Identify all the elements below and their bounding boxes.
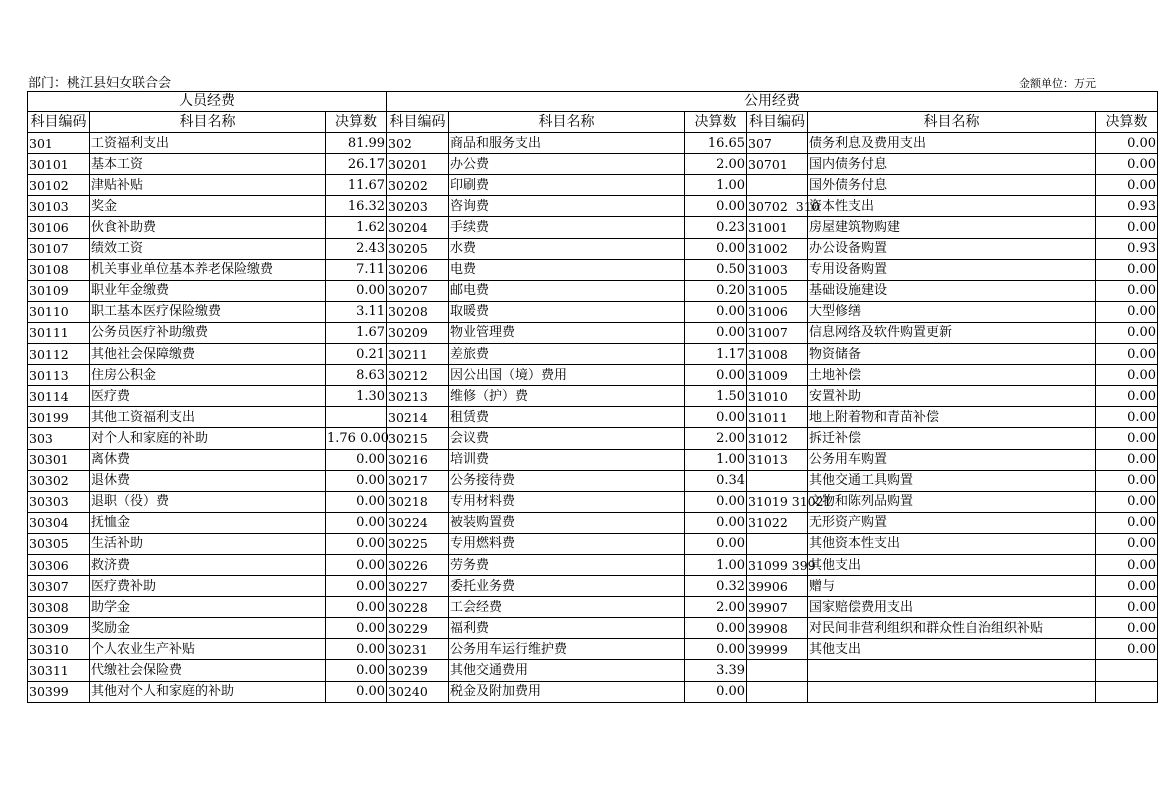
name-cell: 代缴社会保险费 (90, 660, 326, 681)
code-cell: 31002 (747, 238, 808, 259)
amount-cell: 26.17 (326, 154, 387, 175)
name-cell: 其他工资福利支出 (90, 407, 326, 428)
amount-cell: 0.00 (1096, 133, 1158, 154)
name-header: 科目名称 (449, 112, 685, 133)
table-row (28, 639, 1158, 660)
name-cell: 水费 (449, 238, 685, 259)
name-cell: 租赁费 (449, 407, 685, 428)
code-cell: 31001 (747, 217, 808, 238)
name-cell: 机关事业单位基本养老保险缴费 (90, 259, 326, 280)
amount-cell: 0.00 (685, 301, 747, 322)
table-body (28, 92, 1158, 703)
code-cell: 30207 (387, 280, 449, 301)
code-cell: 30306 (28, 554, 90, 575)
amount-cell: 0.34 (685, 470, 747, 491)
name-cell: 其他资本性支出 (808, 533, 1096, 554)
table-row (28, 238, 1158, 259)
amount-cell: 2.00 (685, 428, 747, 449)
table-row (28, 618, 1158, 639)
amount-cell: 0.00 (685, 639, 747, 660)
code-cell: 30227 (387, 576, 449, 597)
name-cell: 工资福利支出 (90, 133, 326, 154)
code-cell: 31008 (747, 344, 808, 365)
name-cell: 税金及附加费用 (449, 681, 685, 702)
code-cell: 30308 (28, 597, 90, 618)
amount-cell: 0.00 (1096, 322, 1158, 343)
code-cell: 31022 (747, 512, 808, 533)
name-cell: 信息网络及软件购置更新 (808, 322, 1096, 343)
code-cell: 39906 (747, 576, 808, 597)
name-cell: 资本性支出 (808, 196, 1096, 217)
code-cell: 30205 (387, 238, 449, 259)
name-cell: 医疗费 (90, 386, 326, 407)
name-cell (808, 660, 1096, 681)
amount-cell: 1.00 (685, 449, 747, 470)
name-cell: 奖金 (90, 196, 326, 217)
amount-cell: 0.00 (685, 365, 747, 386)
name-cell: 委托业务费 (449, 576, 685, 597)
table-row (28, 386, 1158, 407)
code-header: 科目编码 (28, 112, 90, 133)
amount-cell: 0.00 (1096, 428, 1158, 449)
table-row (28, 554, 1158, 575)
amount-cell: 0.00 (1096, 365, 1158, 386)
amount-cell: 1.62 (326, 217, 387, 238)
amount-cell: 1.50 (685, 386, 747, 407)
amount-cell: 0.00 (685, 512, 747, 533)
amount-cell: 0.00 (1096, 597, 1158, 618)
code-cell: 30305 (28, 533, 90, 554)
name-cell: 其他支出 (808, 639, 1096, 660)
amount-cell: 0.00 (326, 512, 387, 533)
amount-cell: 0.00 (326, 660, 387, 681)
amount-cell (1096, 660, 1158, 681)
name-cell: 商品和服务支出 (449, 133, 685, 154)
name-cell: 大型修缮 (808, 301, 1096, 322)
amount-cell: 0.50 (685, 259, 747, 280)
name-cell: 培训费 (449, 449, 685, 470)
code-cell (747, 470, 808, 491)
name-cell: 退休费 (90, 470, 326, 491)
code-header: 科目编码 (387, 112, 449, 133)
code-cell: 30111 (28, 322, 90, 343)
amount-cell: 0.00 (326, 576, 387, 597)
code-cell: 31007 (747, 322, 808, 343)
table-row (28, 681, 1158, 702)
table-row (28, 365, 1158, 386)
amount-cell: 0.00 (685, 618, 747, 639)
table-row (28, 217, 1158, 238)
name-cell: 其他对个人和家庭的补助 (90, 681, 326, 702)
name-cell: 职业年金缴费 (90, 280, 326, 301)
name-cell: 国外债务付息 (808, 175, 1096, 196)
name-cell: 电费 (449, 259, 685, 280)
code-cell: 31012 (747, 428, 808, 449)
code-cell: 30199 (28, 407, 90, 428)
name-cell: 维修（护）费 (449, 386, 685, 407)
table-row (28, 449, 1158, 470)
amount-cell: 0.00 (326, 554, 387, 575)
code-cell: 31009 (747, 365, 808, 386)
table-row (28, 407, 1158, 428)
table-row (28, 660, 1158, 681)
amount-cell: 0.00 (685, 196, 747, 217)
amount-cell: 3.39 (685, 660, 747, 681)
name-cell: 伙食补助费 (90, 217, 326, 238)
code-cell: 30310 (28, 639, 90, 660)
name-cell: 劳务费 (449, 554, 685, 575)
name-cell: 退职（役）费 (90, 491, 326, 512)
code-cell: 30301 (28, 449, 90, 470)
code-cell (747, 681, 808, 702)
name-cell: 离休费 (90, 449, 326, 470)
name-cell: 咨询费 (449, 196, 685, 217)
amount-cell: 0.00 (1096, 491, 1158, 512)
amount-cell: 0.00 (326, 618, 387, 639)
amount-cell: 0.00 (1096, 554, 1158, 575)
amount-cell: 16.32 (326, 196, 387, 217)
name-cell: 工会经费 (449, 597, 685, 618)
amount-cell: 0.00 (1096, 386, 1158, 407)
amount-cell: 0.00 (1096, 217, 1158, 238)
code-cell: 30701 (747, 154, 808, 175)
table-row (28, 154, 1158, 175)
name-cell: 安置补助 (808, 386, 1096, 407)
code-cell: 30218 (387, 491, 449, 512)
name-header: 科目名称 (808, 112, 1096, 133)
amount-cell: 0.00 (1096, 344, 1158, 365)
group-header-row (28, 92, 1158, 112)
name-cell: 对个人和家庭的补助 (90, 428, 326, 449)
name-cell: 被装购置费 (449, 512, 685, 533)
name-cell: 抚恤金 (90, 512, 326, 533)
name-cell: 基本工资 (90, 154, 326, 175)
amount-cell: 0.00 (685, 533, 747, 554)
code-cell: 30113 (28, 365, 90, 386)
expenditure-table (27, 91, 1158, 703)
code-cell: 30217 (387, 470, 449, 491)
code-cell: 31010 (747, 386, 808, 407)
amount-cell: 1.00 (685, 175, 747, 196)
amount-cell: 0.00 (685, 407, 747, 428)
code-cell: 30110 (28, 301, 90, 322)
code-cell: 31019 31021 (747, 491, 808, 512)
amount-cell: 0.00 (326, 639, 387, 660)
amount-cell: 1.30 (326, 386, 387, 407)
name-cell: 物资储备 (808, 344, 1096, 365)
amount-header: 决算数 (326, 112, 387, 133)
code-cell: 30204 (387, 217, 449, 238)
amount-cell: 0.00 (1096, 533, 1158, 554)
code-cell (747, 533, 808, 554)
name-cell: 其他支出 (808, 554, 1096, 575)
name-cell: 印刷费 (449, 175, 685, 196)
name-cell: 取暖费 (449, 301, 685, 322)
name-header: 科目名称 (90, 112, 326, 133)
code-cell: 30239 (387, 660, 449, 681)
name-cell (808, 681, 1096, 702)
code-cell: 30102 (28, 175, 90, 196)
name-cell: 专用设备购置 (808, 259, 1096, 280)
amount-cell: 0.93 (1096, 238, 1158, 259)
amount-cell: 0.00 (1096, 618, 1158, 639)
code-cell: 302 (387, 133, 449, 154)
code-cell: 30307 (28, 576, 90, 597)
amount-header: 决算数 (1096, 112, 1158, 133)
amount-cell: 7.11 (326, 259, 387, 280)
amount-cell: 0.00 (326, 470, 387, 491)
code-cell: 31006 (747, 301, 808, 322)
code-cell: 30201 (387, 154, 449, 175)
amount-cell: 81.99 (326, 133, 387, 154)
public-group-header: 公用经费 (387, 92, 1158, 112)
name-cell: 其他交通费用 (449, 660, 685, 681)
name-cell: 差旅费 (449, 344, 685, 365)
amount-cell: 2.00 (685, 597, 747, 618)
code-cell: 30225 (387, 533, 449, 554)
code-cell: 39908 (747, 618, 808, 639)
code-cell: 30702 310 (747, 196, 808, 217)
code-cell: 31013 (747, 449, 808, 470)
amount-cell: 0.00 (326, 681, 387, 702)
amount-cell: 1.17 (685, 344, 747, 365)
name-cell: 基础设施建设 (808, 280, 1096, 301)
code-cell: 39907 (747, 597, 808, 618)
name-cell: 赠与 (808, 576, 1096, 597)
personnel-group-header: 人员经费 (28, 92, 387, 112)
amount-cell: 0.00 (1096, 639, 1158, 660)
code-cell: 30229 (387, 618, 449, 639)
amount-cell: 0.32 (685, 576, 747, 597)
code-cell: 30304 (28, 512, 90, 533)
table-row (28, 280, 1158, 301)
code-cell: 30228 (387, 597, 449, 618)
amount-cell: 2.00 (685, 154, 747, 175)
amount-cell: 0.00 (1096, 449, 1158, 470)
name-cell: 国内债务付息 (808, 154, 1096, 175)
code-cell: 30107 (28, 238, 90, 259)
name-cell: 拆迁补偿 (808, 428, 1096, 449)
name-cell: 专用材料费 (449, 491, 685, 512)
code-cell: 31003 (747, 259, 808, 280)
name-cell: 津贴补贴 (90, 175, 326, 196)
amount-cell: 11.67 (326, 175, 387, 196)
amount-cell: 2.43 (326, 238, 387, 259)
name-cell: 公务员医疗补助缴费 (90, 322, 326, 343)
name-cell: 职工基本医疗保险缴费 (90, 301, 326, 322)
code-cell: 30215 (387, 428, 449, 449)
code-cell: 39999 (747, 639, 808, 660)
code-cell: 31011 (747, 407, 808, 428)
name-cell: 国家赔偿费用支出 (808, 597, 1096, 618)
amount-cell: 8.63 (326, 365, 387, 386)
amount-cell: 0.00 (685, 681, 747, 702)
amount-cell: 0.00 (1096, 280, 1158, 301)
name-cell: 专用燃料费 (449, 533, 685, 554)
name-cell: 对民间非营利组织和群众性自治组织补贴 (808, 618, 1096, 639)
amount-cell: 1.00 (685, 554, 747, 575)
amount-cell: 0.00 (685, 491, 747, 512)
table-row (28, 428, 1158, 449)
code-cell: 30231 (387, 639, 449, 660)
code-cell: 30240 (387, 681, 449, 702)
name-cell: 手续费 (449, 217, 685, 238)
name-cell: 福利费 (449, 618, 685, 639)
name-cell: 其他社会保障缴费 (90, 344, 326, 365)
code-cell: 30216 (387, 449, 449, 470)
department-label: 部门：桃江县妇女联合会 (28, 76, 172, 91)
amount-cell: 0.00 (326, 533, 387, 554)
name-cell: 债务利息及费用支出 (808, 133, 1096, 154)
code-cell: 30224 (387, 512, 449, 533)
amount-cell: 0.00 (326, 280, 387, 301)
name-cell: 生活补助 (90, 533, 326, 554)
code-cell: 30106 (28, 217, 90, 238)
name-cell: 个人农业生产补贴 (90, 639, 326, 660)
table-row (28, 344, 1158, 365)
code-cell: 30211 (387, 344, 449, 365)
name-cell: 救济费 (90, 554, 326, 575)
name-cell: 无形资产购置 (808, 512, 1096, 533)
name-cell: 文物和陈列品购置 (808, 491, 1096, 512)
name-cell: 会议费 (449, 428, 685, 449)
code-cell: 30202 (387, 175, 449, 196)
amount-cell: 0.93 (1096, 196, 1158, 217)
table-row (28, 597, 1158, 618)
code-cell: 303 (28, 428, 90, 449)
amount-cell: 0.00 (1096, 175, 1158, 196)
amount-cell: 0.00 (326, 597, 387, 618)
code-cell: 30213 (387, 386, 449, 407)
table-row (28, 301, 1158, 322)
amount-cell: 0.00 (1096, 576, 1158, 597)
table-row (28, 133, 1158, 154)
amount-cell: 0.00 (1096, 407, 1158, 428)
name-cell: 公务用车运行维护费 (449, 639, 685, 660)
amount-cell: 1.76 0.00 (326, 428, 387, 449)
name-cell: 地上附着物和青苗补偿 (808, 407, 1096, 428)
code-cell: 30311 (28, 660, 90, 681)
amount-cell: 0.00 (685, 322, 747, 343)
name-cell: 房屋建筑物购建 (808, 217, 1096, 238)
amount-cell: 0.00 (326, 449, 387, 470)
amount-cell: 0.20 (685, 280, 747, 301)
code-cell: 307 (747, 133, 808, 154)
code-cell (747, 175, 808, 196)
code-cell: 30109 (28, 280, 90, 301)
code-cell: 301 (28, 133, 90, 154)
name-cell: 公务用车购置 (808, 449, 1096, 470)
code-cell: 31005 (747, 280, 808, 301)
code-cell: 30212 (387, 365, 449, 386)
code-cell: 30114 (28, 386, 90, 407)
table-row (28, 491, 1158, 512)
amount-cell: 0.00 (326, 491, 387, 512)
amount-cell: 0.00 (685, 238, 747, 259)
table-row (28, 259, 1158, 280)
code-header: 科目编码 (747, 112, 808, 133)
table-row (28, 175, 1158, 196)
name-cell: 助学金 (90, 597, 326, 618)
table-row (28, 512, 1158, 533)
table-row (28, 470, 1158, 491)
name-cell: 绩效工资 (90, 238, 326, 259)
code-cell: 30103 (28, 196, 90, 217)
code-cell: 30214 (387, 407, 449, 428)
code-cell: 30206 (387, 259, 449, 280)
code-cell: 30303 (28, 491, 90, 512)
name-cell: 因公出国（境）费用 (449, 365, 685, 386)
code-cell: 30208 (387, 301, 449, 322)
amount-cell: 0.00 (1096, 512, 1158, 533)
amount-cell: 0.21 (326, 344, 387, 365)
amount-cell: 0.23 (685, 217, 747, 238)
table-row (28, 196, 1158, 217)
code-cell: 31099 399 (747, 554, 808, 575)
amount-cell: 16.65 (685, 133, 747, 154)
name-cell: 医疗费补助 (90, 576, 326, 597)
amount-header: 决算数 (685, 112, 747, 133)
code-cell: 30209 (387, 322, 449, 343)
name-cell: 土地补偿 (808, 365, 1096, 386)
amount-cell: 1.67 (326, 322, 387, 343)
name-cell: 奖励金 (90, 618, 326, 639)
code-cell: 30112 (28, 344, 90, 365)
name-cell: 公务接待费 (449, 470, 685, 491)
code-cell: 30399 (28, 681, 90, 702)
name-cell: 住房公积金 (90, 365, 326, 386)
code-cell: 30309 (28, 618, 90, 639)
table-row (28, 533, 1158, 554)
code-cell: 30302 (28, 470, 90, 491)
amount-cell: 0.00 (1096, 259, 1158, 280)
amount-unit-label: 金额单位：万元 (1019, 77, 1096, 90)
code-cell: 30203 (387, 196, 449, 217)
table-row (28, 322, 1158, 343)
amount-cell: 3.11 (326, 301, 387, 322)
amount-cell: 0.00 (1096, 470, 1158, 491)
amount-cell: 0.00 (1096, 154, 1158, 175)
table-row (28, 576, 1158, 597)
name-cell: 其他交通工具购置 (808, 470, 1096, 491)
name-cell: 办公费 (449, 154, 685, 175)
code-cell: 30226 (387, 554, 449, 575)
amount-cell (326, 407, 387, 428)
amount-cell (1096, 681, 1158, 702)
name-cell: 物业管理费 (449, 322, 685, 343)
column-header-row (28, 112, 1158, 133)
code-cell: 30101 (28, 154, 90, 175)
name-cell: 邮电费 (449, 280, 685, 301)
amount-cell: 0.00 (1096, 301, 1158, 322)
code-cell (747, 660, 808, 681)
code-cell: 30108 (28, 259, 90, 280)
name-cell: 办公设备购置 (808, 238, 1096, 259)
